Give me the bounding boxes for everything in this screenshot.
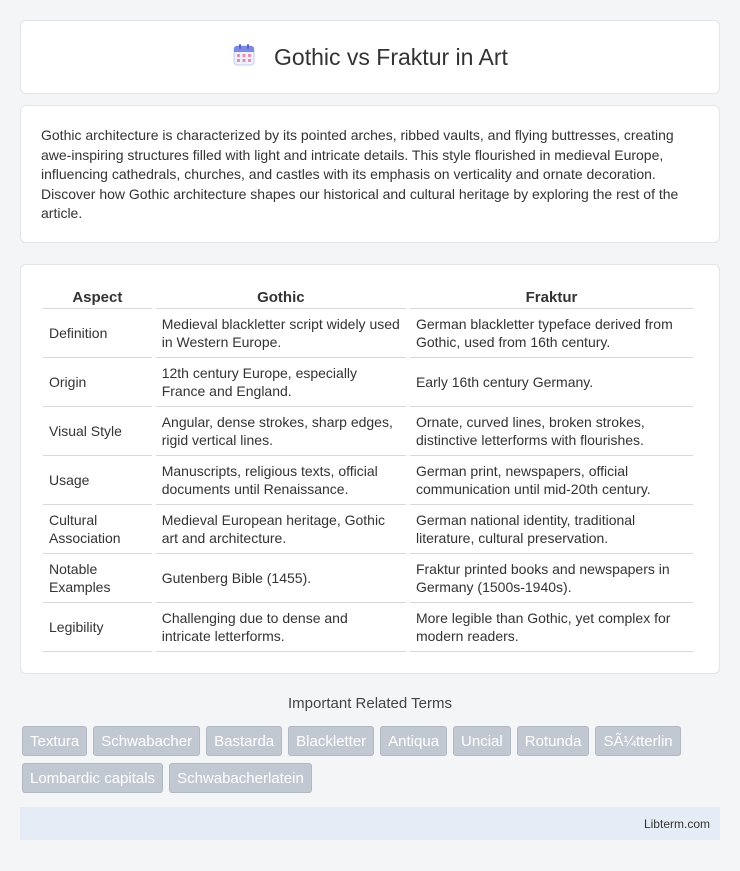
aspect-cell: Legibility: [43, 603, 152, 652]
related-term-tag[interactable]: Schwabacher: [93, 726, 200, 756]
gothic-cell: Medieval European heritage, Gothic art and architecture.: [156, 505, 406, 554]
aspect-cell: Definition: [43, 309, 152, 358]
related-term-tag[interactable]: Antiqua: [380, 726, 447, 756]
table-row: [43, 505, 693, 554]
footer: [20, 807, 720, 840]
fraktur-cell: More legible than Gothic, yet complex for modern readers.: [410, 603, 693, 652]
table-row: [43, 309, 693, 358]
fraktur-cell: German national identity, traditional literature, cultural preservation.: [410, 505, 693, 554]
table-header-row: [43, 285, 693, 309]
column-header-fraktur: Fraktur: [410, 285, 693, 309]
fraktur-cell: Fraktur printed books and newspapers in Germany (1500s-1940s).: [410, 554, 693, 603]
calendar-icon: [232, 43, 256, 72]
comparison-table-card: [20, 264, 720, 674]
related-terms-tags: [22, 726, 722, 793]
related-term-tag[interactable]: Rotunda: [517, 726, 590, 756]
fraktur-cell: German blackletter typeface derived from Gothic, used from 16th century.: [410, 309, 693, 358]
comparison-table: [39, 285, 697, 652]
fraktur-cell: German print, newspapers, official communication until mid-20th century.: [410, 456, 693, 505]
aspect-cell: Visual Style: [43, 407, 152, 456]
related-term-tag[interactable]: Uncial: [453, 726, 511, 756]
intro-text: Gothic architecture is characterized by its pointed arches, ribbed vaults, and flying buttresses, creating awe-inspiring structures filled with light and intricate details. This style flourished in medieval Europe, influencing cathedrals, churches, and castles with its emphasis on verticality and ornate decoration. Discover how Gothic architecture shapes our historical and cultural heritage by exploring the rest of the article.: [41, 127, 679, 222]
gothic-cell: 12th century Europe, especially France and England.: [156, 358, 406, 407]
table-row: [43, 358, 693, 407]
related-term-tag[interactable]: Blackletter: [288, 726, 374, 756]
gothic-cell: Angular, dense strokes, sharp edges, rigid vertical lines.: [156, 407, 406, 456]
related-term-tag[interactable]: Schwabacherlatein: [169, 763, 312, 793]
table-row: [43, 554, 693, 603]
fraktur-cell: Ornate, curved lines, broken strokes, distinctive letterforms with flourishes.: [410, 407, 693, 456]
column-header-gothic: Gothic: [156, 285, 406, 309]
related-term-tag[interactable]: Bastarda: [206, 726, 282, 756]
table-row: [43, 603, 693, 652]
gothic-cell: Gutenberg Bible (1455).: [156, 554, 406, 603]
fraktur-cell: Early 16th century Germany.: [410, 358, 693, 407]
column-header-aspect: Aspect: [43, 285, 152, 309]
aspect-cell: Cultural Association: [43, 505, 152, 554]
footer-site-link[interactable]: Libterm.com: [643, 816, 710, 831]
page-title: Gothic vs Fraktur in Art: [274, 43, 508, 70]
gothic-cell: Challenging due to dense and intricate letterforms.: [156, 603, 406, 652]
gothic-cell: Manuscripts, religious texts, official documents until Renaissance.: [156, 456, 406, 505]
related-term-tag[interactable]: Lombardic capitals: [22, 763, 163, 793]
aspect-cell: Origin: [43, 358, 152, 407]
aspect-cell: Usage: [43, 456, 152, 505]
related-term-tag[interactable]: Textura: [22, 726, 87, 756]
intro-card: [20, 105, 720, 243]
table-row: [43, 407, 693, 456]
related-term-tag[interactable]: SÃ¼tterlin: [595, 726, 680, 756]
aspect-cell: Notable Examples: [43, 554, 152, 603]
gothic-cell: Medieval blackletter script widely used in Western Europe.: [156, 309, 406, 358]
header-card: [20, 20, 720, 94]
table-row: [43, 456, 693, 505]
related-terms-title: Important Related Terms: [288, 695, 452, 712]
